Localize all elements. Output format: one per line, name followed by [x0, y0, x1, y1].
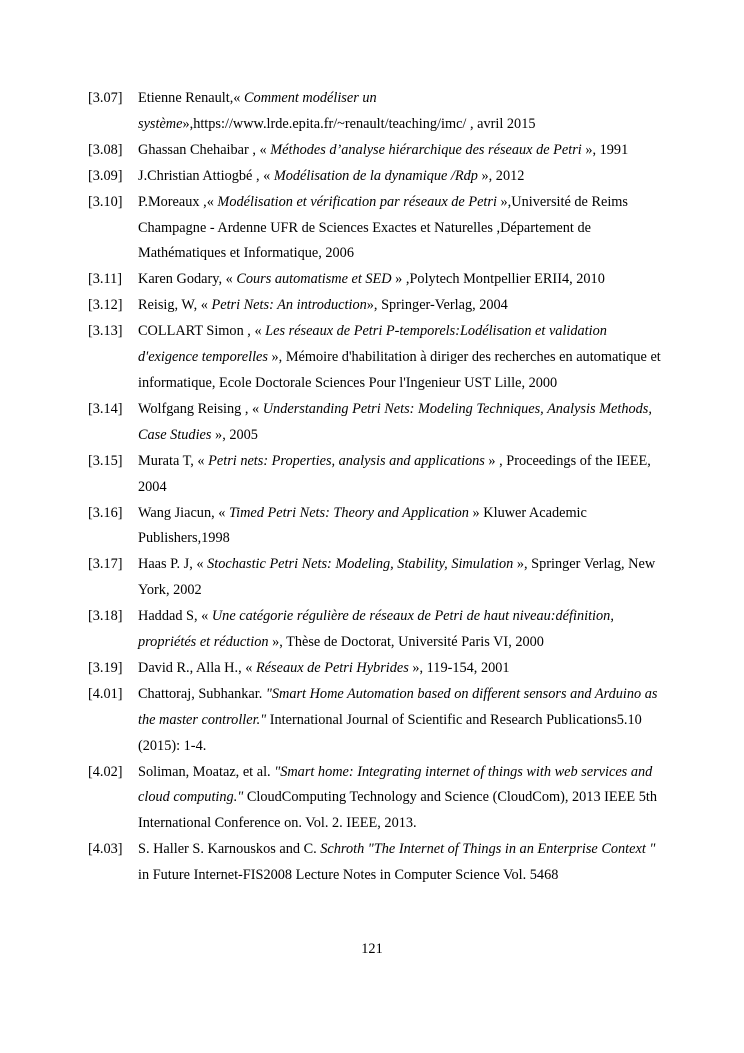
- reference-number: [3.07]: [88, 90, 123, 106]
- reference-segment: Murata T, «: [138, 452, 209, 469]
- reference-list: [88, 86, 668, 889]
- reference-entry: [88, 86, 668, 138]
- reference-segment: Haas P. J, «: [138, 556, 208, 573]
- reference-segment: » , Proceedings of the IEEE, 2004: [138, 452, 651, 495]
- reference-entry: [88, 552, 668, 604]
- reference-number: [3.15]: [88, 452, 123, 469]
- reference-segment: Chattoraj, Subhankar.: [138, 685, 266, 702]
- reference-text: [138, 604, 668, 656]
- reference-number: [3.14]: [88, 400, 123, 417]
- reference-title: Petri Nets: An introduction: [211, 297, 367, 314]
- reference-entry: [88, 449, 668, 501]
- reference-segment: Soliman, Moataz, et al.: [138, 763, 275, 780]
- reference-number: [4.03]: [88, 841, 123, 858]
- reference-number: [3.18]: [88, 608, 123, 625]
- reference-entry: [88, 837, 668, 889]
- page-number: 121: [361, 941, 383, 957]
- reference-number: [3.12]: [88, 297, 123, 314]
- reference-text: [138, 138, 668, 164]
- reference-segment: », 2012: [477, 167, 525, 184]
- reference-segment: »,https://www.lrde.epita.fr/~renault/teaching/imc/ , avril 2015: [182, 115, 536, 132]
- reference-entry: [88, 164, 668, 190]
- reference-segment: », Springer-Verlag, 2004: [366, 297, 508, 314]
- reference-text: [138, 319, 668, 397]
- reference-number: [3.17]: [88, 556, 123, 573]
- reference-segment: » ,Polytech Montpellier ERII4, 2010: [391, 271, 605, 288]
- reference-text: [138, 164, 668, 190]
- reference-title: "Smart home: Integrating internet of things with web services and cloud computing.": [138, 763, 653, 806]
- reference-number: [4.02]: [88, 763, 123, 780]
- reference-title: Modélisation et vérification par réseaux de Petri: [217, 193, 497, 210]
- reference-text: [138, 449, 668, 501]
- reference-title: Réseaux de Petri Hybrides: [255, 659, 409, 676]
- reference-text: [138, 760, 668, 838]
- reference-title: Les réseaux de Petri P-temporels:Lodélisation et validation d'exigence temporelles: [138, 323, 607, 366]
- reference-number: [3.08]: [88, 141, 123, 158]
- reference-entry: [88, 138, 668, 164]
- reference-segment: », 119-154, 2001: [408, 659, 510, 676]
- reference-entry: [88, 397, 668, 449]
- reference-entry: [88, 267, 668, 293]
- reference-title: Cours automatisme et SED: [236, 271, 392, 288]
- reference-segment: International Journal of Scientific and Research Publications5.10 (2015): 1-4.: [138, 711, 642, 754]
- reference-segment: Karen Godary, «: [138, 271, 237, 288]
- reference-title: Understanding Petri Nets: Modeling Techniques, Analysis Methods, Case Studies: [138, 400, 652, 443]
- reference-segment: », 1991: [581, 141, 629, 158]
- reference-title: Méthodes d’analyse hiérarchique des réseaux de Petri: [270, 141, 582, 158]
- reference-text: [138, 682, 668, 760]
- reference-entry: [88, 190, 668, 268]
- reference-entry: [88, 319, 668, 397]
- reference-number: [3.09]: [88, 167, 123, 184]
- reference-segment: J.Christian Attiogbé , «: [138, 167, 274, 184]
- reference-number: [3.19]: [88, 659, 123, 676]
- reference-segment: Wolfgang Reising , «: [138, 400, 263, 417]
- reference-segment: Etienne Renault,«: [138, 90, 245, 106]
- reference-segment: COLLART Simon , «: [138, 323, 266, 340]
- reference-text: [138, 501, 668, 553]
- reference-text: [138, 397, 668, 449]
- reference-entry: [88, 656, 668, 682]
- reference-entry: [88, 760, 668, 838]
- reference-entry: [88, 293, 668, 319]
- reference-segment: Ghassan Chehaibar , «: [138, 141, 271, 158]
- reference-title: Timed Petri Nets: Theory and Application: [228, 504, 469, 521]
- reference-entry: [88, 501, 668, 553]
- reference-title: Schroth "The Internet of Things in an Enterprise Context ": [320, 841, 656, 858]
- reference-number: [3.11]: [88, 271, 123, 288]
- reference-title: Petri nets: Properties, analysis and applications: [208, 452, 485, 469]
- reference-entry: [88, 604, 668, 656]
- reference-segment: S. Haller S. Karnouskos and C.: [138, 841, 321, 858]
- reference-text: [138, 552, 668, 604]
- reference-segment: », Thèse de Doctorat, Université Paris VI, 2000: [268, 634, 544, 651]
- reference-segment: », Mémoire d'habilitation à diriger des recherches en automatique et informatique, Ecole Doctorale Sciences Pour l'Ingenieur UST Lille, 2000: [138, 349, 661, 391]
- reference-number: [3.13]: [88, 323, 123, 340]
- reference-segment: in Future Internet-FIS2008 Lecture Notes in Computer Science Vol. 5468: [138, 867, 559, 884]
- reference-title: Comment modéliser un: [244, 90, 377, 106]
- reference-entry: [88, 682, 668, 760]
- reference-segment: »,Université de Reims Champagne - Ardenne UFR de Sciences Exactes et Naturelles ,Département de Mathématiques et Informatique, 2006: [138, 193, 628, 262]
- reference-segment: David R., Alla H., «: [138, 659, 256, 676]
- reference-title: Stochastic Petri Nets: Modeling, Stability, Simulation: [207, 556, 514, 573]
- reference-text: [138, 190, 668, 268]
- reference-text: [138, 267, 668, 293]
- reference-segment: » Kluwer Academic Publishers,1998: [138, 504, 587, 547]
- reference-text: [138, 837, 668, 889]
- reference-segment: », Springer Verlag, New York, 2002: [138, 556, 656, 599]
- reference-title: "Smart Home Automation based on different sensors and Arduino as the master controller.": [138, 685, 658, 728]
- reference-segment: P.Moreaux ,«: [138, 193, 218, 210]
- reference-text: [138, 293, 668, 319]
- reference-number: [3.10]: [88, 193, 123, 210]
- reference-segment: Wang Jiacun, «: [138, 504, 229, 521]
- reference-segment: Reisig, W, «: [138, 297, 212, 314]
- reference-segment: Haddad S, «: [138, 608, 212, 625]
- reference-number: [4.01]: [88, 685, 123, 702]
- reference-title: système: [138, 115, 183, 132]
- reference-segment: CloudComputing Technology and Science (CloudCom), 2013 IEEE 5th International Conference on. Vol. 2. IEEE, 2013.: [138, 789, 657, 832]
- reference-number: [3.16]: [88, 504, 123, 521]
- reference-text: [138, 86, 668, 138]
- reference-segment: », 2005: [211, 426, 258, 443]
- reference-title: Une catégorie régulière de réseaux de Petri de haut niveau:définition, propriétés et réduction: [138, 608, 614, 651]
- reference-text: [138, 656, 668, 682]
- reference-title: Modélisation de la dynamique /Rdp: [273, 167, 478, 184]
